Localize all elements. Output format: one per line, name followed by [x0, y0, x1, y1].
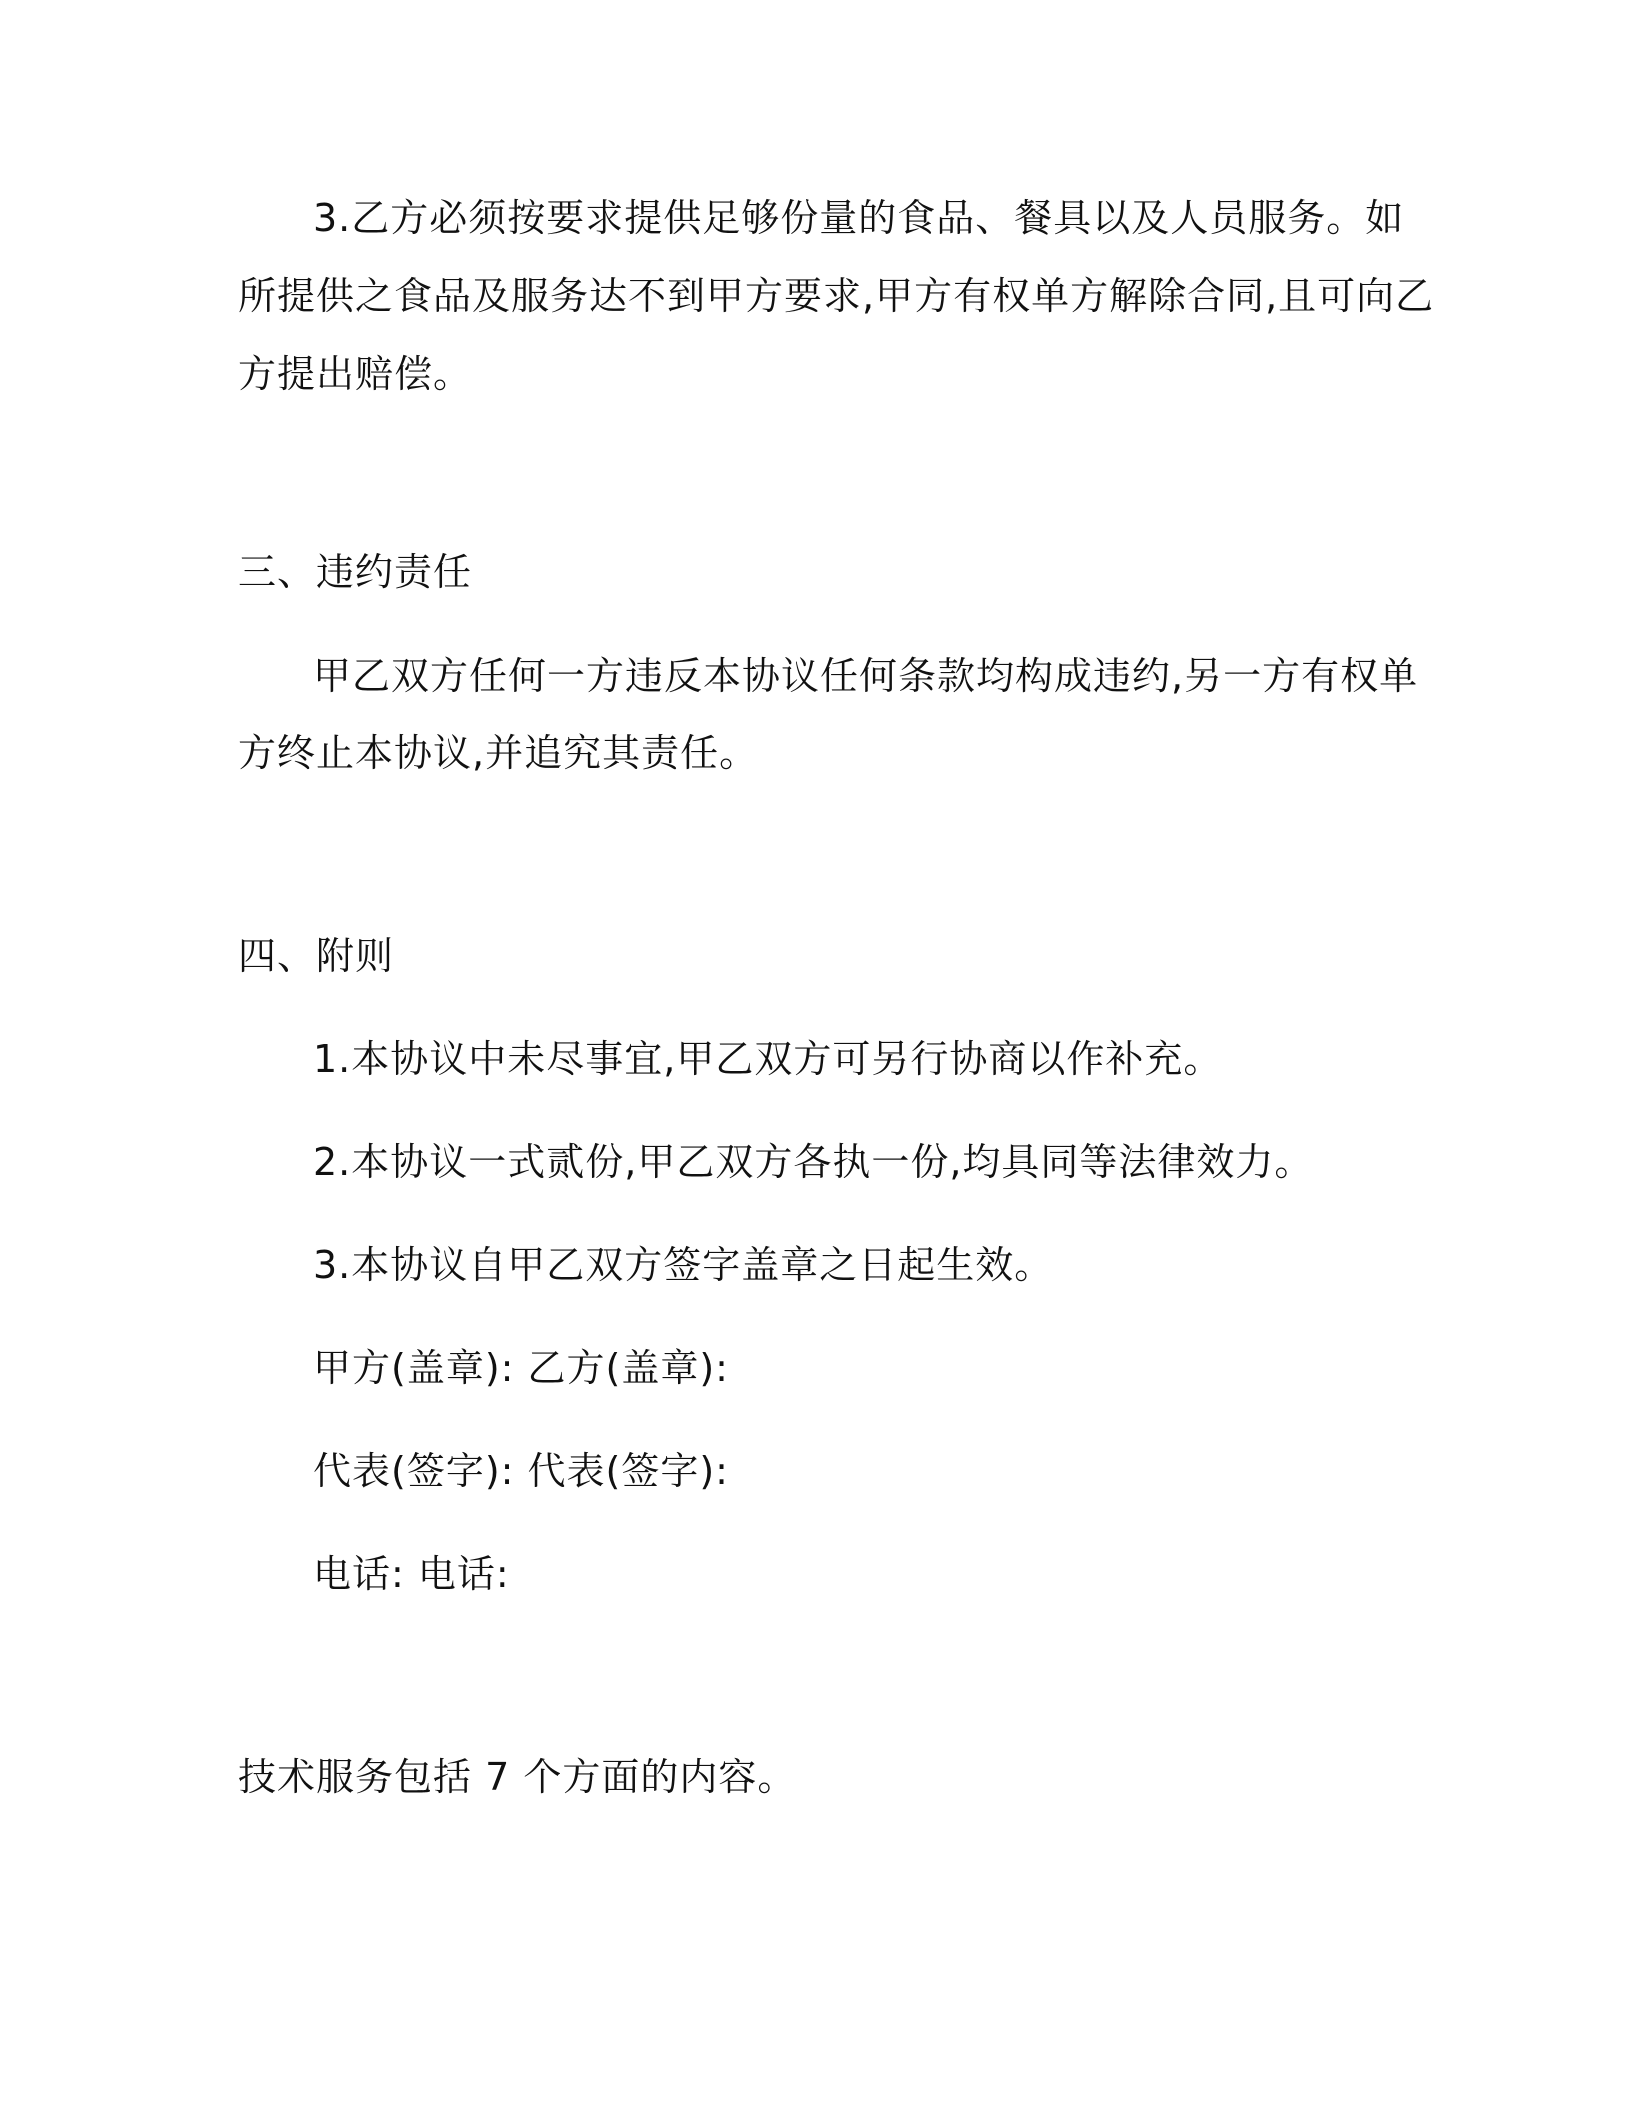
- clause3-line1: 3.乙方必须按要求提供足够份量的食品、餐具以及人员服务。如: [313, 196, 1405, 240]
- signature-phone-line: 电话: 电话:: [313, 1552, 510, 1596]
- section3-para-line1: 甲乙双方任何一方违反本协议任何条款均构成违约,另一方有权单: [313, 654, 1419, 698]
- section3-para-line2: 方终止本协议,并追究其责任。: [238, 731, 759, 775]
- footer-note: 技术服务包括 7 个方面的内容。: [238, 1755, 797, 1799]
- section4-item2: 2.本协议一式贰份,甲乙双方各执一份,均具同等法律效力。: [313, 1140, 1314, 1184]
- section3-heading: 三、违约责任: [238, 550, 473, 594]
- clause3-line2: 所提供之食品及服务达不到甲方要求,甲方有权单方解除合同,且可向乙: [238, 274, 1435, 318]
- clause3-line3: 方提出赔偿。: [238, 352, 473, 396]
- signature-rep-line: 代表(签字): 代表(签字):: [313, 1449, 729, 1493]
- section4-heading: 四、附则: [238, 934, 395, 978]
- signature-seal-line: 甲方(盖章): 乙方(盖章):: [313, 1346, 729, 1390]
- section4-item3: 3.本协议自甲乙双方签字盖章之日起生效。: [313, 1243, 1054, 1287]
- section4-item1: 1.本协议中未尽事宜,甲乙双方可另行协商以作补充。: [313, 1037, 1223, 1081]
